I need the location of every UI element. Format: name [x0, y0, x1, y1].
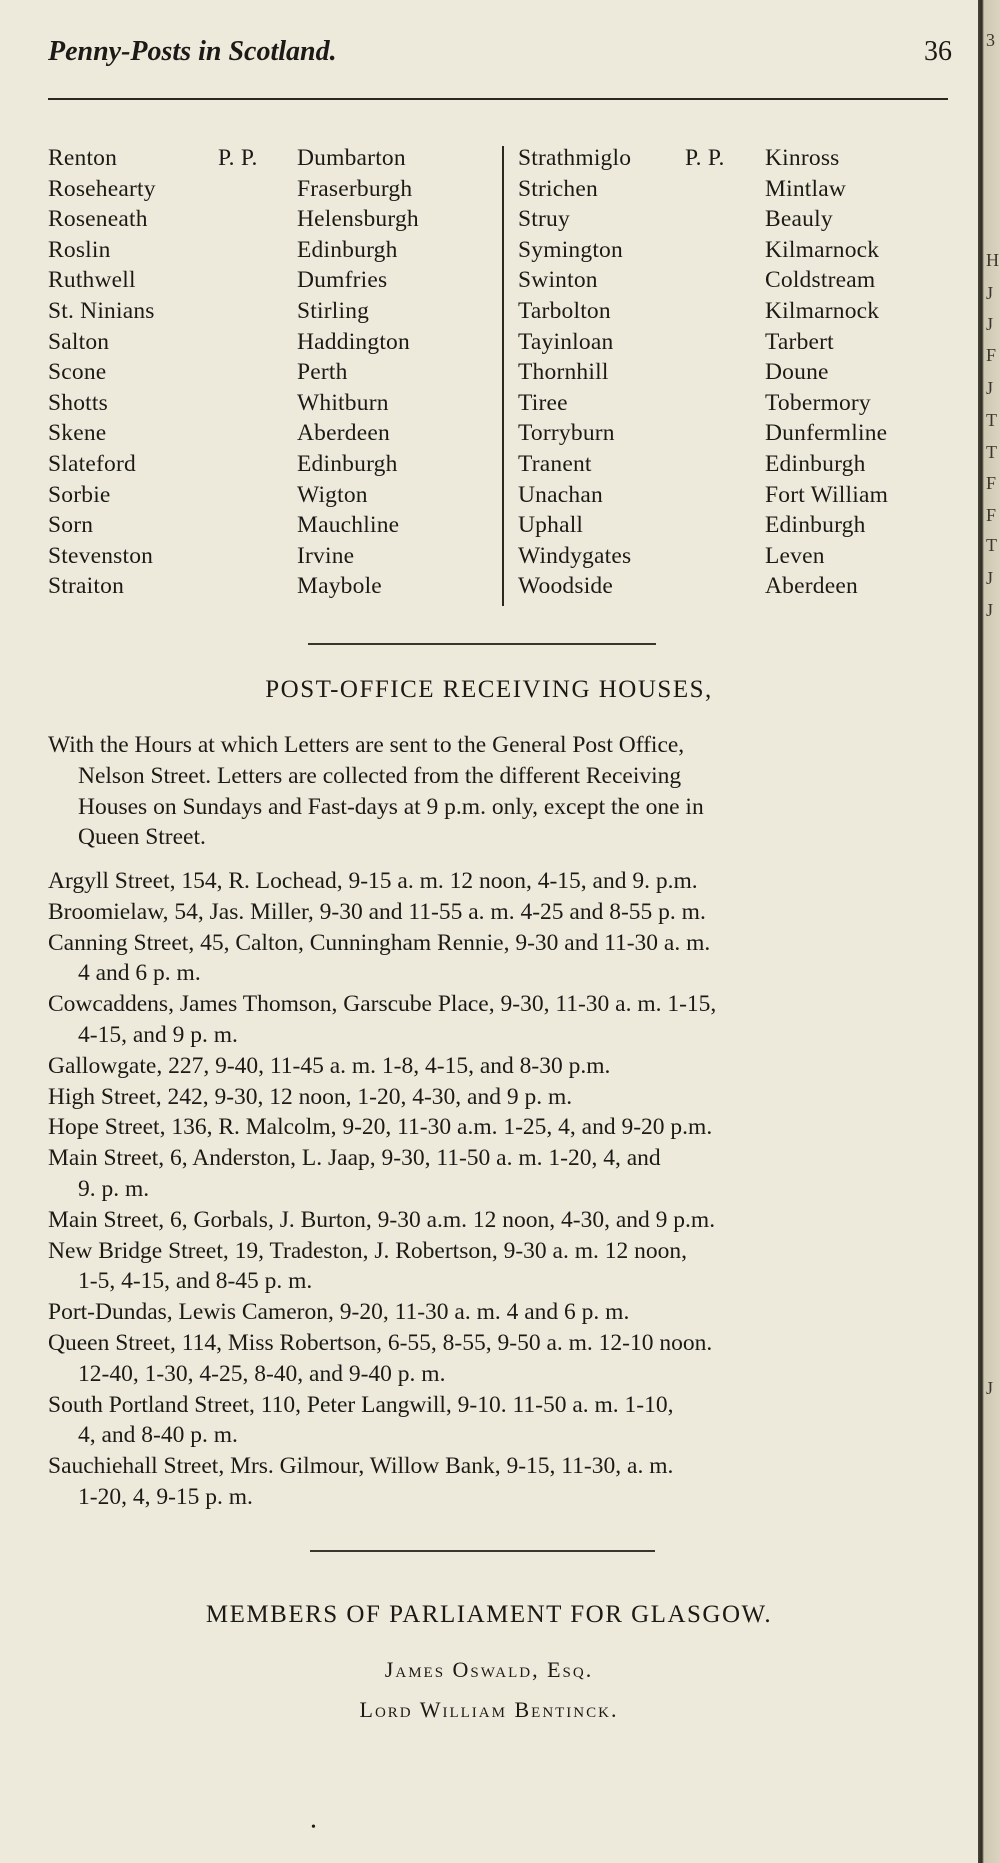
intro-line: Houses on Sundays and Fast-days at 9 p.m. only, except the one in: [78, 793, 704, 820]
entry-line: Argyll Street, 154, R. Lochead, 9-15 a. m. 12 noon, 4-15, and 9. p.m.: [48, 868, 698, 894]
table-cell: Coldstream: [765, 267, 876, 294]
table-cell: Irvine: [297, 542, 355, 569]
entry-line: Broomielaw, 54, Jas. Miller, 9-30 and 11-55 a. m. 4-25 and 8-55 p. m.: [48, 898, 706, 925]
column-divider: [502, 146, 504, 606]
member-name: James Oswald, Esq.: [384, 1657, 594, 1682]
table-cell: Woodside: [518, 573, 614, 600]
margin-mark: T: [986, 410, 997, 430]
table-cell: Stevenston: [48, 542, 154, 569]
page-speck: •: [311, 1820, 316, 1835]
margin-mark: J: [986, 314, 994, 334]
table-cell: Swinton: [518, 267, 598, 294]
table-cell: Unachan: [518, 481, 603, 508]
table-cell: Helensburgh: [297, 206, 419, 233]
table-cell: Struy: [518, 206, 570, 233]
list-item: [48, 1390, 963, 1452]
table-cell: Renton: [48, 145, 118, 171]
table-cell: Doune: [765, 359, 829, 386]
intro-line: Nelson Street. Letters are collected from the different Receiving: [78, 762, 682, 789]
table-cell: Kilmarnock: [765, 236, 880, 263]
table-cell: Dumfries: [297, 267, 388, 294]
list-item: [48, 1112, 963, 1143]
list-item: [48, 1205, 963, 1236]
table-cell: Strathmiglo: [518, 145, 632, 171]
table-cell: Shotts: [48, 389, 108, 416]
table-cell: Uphall: [518, 512, 584, 539]
table-cell: Aberdeen: [297, 420, 390, 447]
entry-line: Cowcaddens, James Thomson, Garscube Place, 9-30, 11-30 a. m. 1-15,: [48, 991, 717, 1018]
table-cell: Salton: [48, 328, 110, 355]
table-cell: Kilmarnock: [765, 297, 880, 324]
list-item: [48, 1328, 963, 1390]
list-item: [48, 1297, 963, 1328]
table-cell: Whitburn: [297, 389, 389, 416]
table-cell: Tayinloan: [518, 328, 614, 355]
table-cell: Haddington: [297, 328, 410, 355]
receiving-houses-intro: [48, 730, 963, 853]
table-cell: Torryburn: [518, 420, 615, 447]
left-places-column: [48, 143, 156, 602]
table-cell: Edinburgh: [765, 512, 866, 539]
pp-label: P. P.: [218, 145, 258, 171]
table-cell: Windygates: [518, 542, 632, 569]
table-cell: Tiree: [518, 389, 568, 416]
table-cell: Rosehearty: [48, 175, 156, 202]
list-item: [48, 866, 963, 897]
entry-line: Gallowgate, 227, 9-40, 11-45 a. m. 1-8, 4-15, and 8-30 p.m.: [48, 1052, 611, 1079]
table-cell: Wigton: [297, 481, 368, 508]
table-cell: Symington: [518, 236, 623, 263]
table-cell: Mintlaw: [765, 175, 847, 202]
intro-line: With the Hours at which Letters are sent to the General Post Office,: [48, 732, 685, 758]
table-cell: Slateford: [48, 450, 136, 477]
entry-line: New Bridge Street, 19, Tradeston, J. Robertson, 9-30 a. m. 12 noon,: [48, 1237, 688, 1264]
table-cell: Dunfermline: [765, 420, 888, 447]
entry-line: South Portland Street, 110, Peter Langwill, 9-10. 11-50 a. m. 1-10,: [48, 1391, 674, 1418]
entry-line: Sauchiehall Street, Mrs. Gilmour, Willow Bank, 9-15, 11-30, a. m.: [48, 1453, 674, 1480]
page-header: [48, 36, 958, 76]
list-item: [48, 897, 963, 928]
left-pp-label: [218, 143, 258, 174]
section-rule: [308, 643, 656, 645]
entry-line: 4 and 6 p. m.: [78, 960, 201, 987]
table-cell: Leven: [765, 542, 825, 569]
table-cell: Aberdeen: [765, 573, 858, 600]
margin-mark: J: [986, 378, 994, 398]
member-name: Lord William Bentinck.: [359, 1697, 619, 1722]
page-number: 36: [924, 36, 952, 67]
margin-mark: T: [986, 535, 997, 555]
list-item: [48, 989, 963, 1051]
table-cell: Roseneath: [48, 206, 148, 233]
list-item: [48, 1451, 963, 1513]
table-cell: Fort William: [765, 481, 889, 508]
table-cell: Skene: [48, 420, 107, 447]
entry-line: 12-40, 1-30, 4-25, 8-40, and 9-40 p. m.: [78, 1360, 446, 1387]
parliament-heading: MEMBERS OF PARLIAMENT FOR GLASGOW.: [205, 1601, 773, 1628]
table-cell: Mauchline: [297, 512, 400, 539]
margin-mark: F: [986, 505, 997, 525]
table-cell: Roslin: [48, 236, 111, 263]
pp-label: P. P.: [685, 145, 725, 171]
table-cell: Perth: [297, 359, 348, 386]
list-item: [48, 1082, 963, 1113]
entry-line: Canning Street, 45, Calton, Cunningham Rennie, 9-30 and 11-30 a. m.: [48, 929, 711, 956]
margin-mark: J: [986, 1378, 994, 1398]
margin-mark: J: [986, 283, 994, 303]
running-title: Penny-Posts in Scotland.: [48, 36, 337, 67]
list-item: [48, 1051, 963, 1082]
table-cell: Sorbie: [48, 481, 111, 508]
right-places-column: [518, 143, 631, 602]
margin-mark: 3: [986, 30, 995, 50]
receiving-houses-heading: POST-OFFICE RECEIVING HOUSES,: [265, 676, 713, 703]
table-cell: Thornhill: [518, 359, 609, 386]
entry-line: Port-Dundas, Lewis Cameron, 9-20, 11-30 a. m. 4 and 6 p. m.: [48, 1299, 630, 1326]
table-cell: Maybole: [297, 573, 382, 600]
header-rule: [48, 98, 948, 100]
entry-line: Main Street, 6, Anderston, L. Jaap, 9-30, 11-50 a. m. 1-20, 4, and: [48, 1145, 661, 1172]
table-cell: Tarbolton: [518, 297, 611, 324]
table-cell: Sorn: [48, 512, 94, 539]
margin-mark: F: [986, 345, 997, 365]
intro-line: Queen Street.: [78, 824, 206, 851]
entry-line: High Street, 242, 9-30, 12 noon, 1-20, 4-30, and 9 p. m.: [48, 1083, 573, 1110]
table-cell: Ruthwell: [48, 267, 136, 294]
table-cell: Beauly: [765, 206, 833, 233]
table-cell: Edinburgh: [765, 450, 866, 477]
table-cell: Tarbert: [765, 328, 834, 355]
entry-line: Main Street, 6, Gorbals, J. Burton, 9-30 a.m. 12 noon, 4-30, and 9 p.m.: [48, 1206, 716, 1233]
table-cell: Straiton: [48, 573, 125, 600]
margin-mark: F: [986, 473, 997, 493]
table-cell: Tobermory: [765, 389, 871, 416]
margin-mark: J: [986, 600, 994, 620]
table-cell: St. Ninians: [48, 297, 155, 324]
table-cell: Edinburgh: [297, 450, 398, 477]
next-page-edge: [978, 0, 1000, 1863]
table-cell: Stirling: [297, 297, 370, 324]
list-item: [48, 1143, 963, 1205]
table-cell: Fraserburgh: [297, 175, 413, 202]
entry-line: 9. p. m.: [78, 1175, 150, 1202]
right-pp-label: [685, 143, 725, 174]
left-towns-column: [297, 143, 419, 602]
margin-mark: H: [986, 250, 999, 270]
margin-mark: J: [986, 568, 994, 588]
entry-line: 1-5, 4-15, and 8-45 p. m.: [78, 1268, 313, 1295]
table-cell: Tranent: [518, 450, 592, 477]
entry-line: 4-15, and 9 p. m.: [78, 1021, 238, 1048]
section-rule: [310, 1550, 655, 1552]
margin-mark: T: [986, 442, 997, 462]
list-item: [48, 928, 963, 990]
table-cell: Kinross: [765, 145, 840, 171]
entry-line: 4, and 8-40 p. m.: [78, 1422, 238, 1449]
table-cell: Dumbarton: [297, 145, 406, 171]
right-towns-column: [765, 143, 888, 602]
entry-line: Queen Street, 114, Miss Robertson, 6-55, 8-55, 9-50 a. m. 12-10 noon.: [48, 1329, 713, 1356]
table-cell: Strichen: [518, 175, 598, 202]
table-cell: Scone: [48, 359, 107, 386]
receiving-houses-list: [48, 866, 963, 1513]
entry-line: 1-20, 4, 9-15 p. m.: [78, 1483, 253, 1510]
table-cell: Edinburgh: [297, 236, 398, 263]
entry-line: Hope Street, 136, R. Malcolm, 9-20, 11-30 a.m. 1-25, 4, and 9-20 p.m.: [48, 1114, 713, 1141]
list-item: [48, 1236, 963, 1298]
